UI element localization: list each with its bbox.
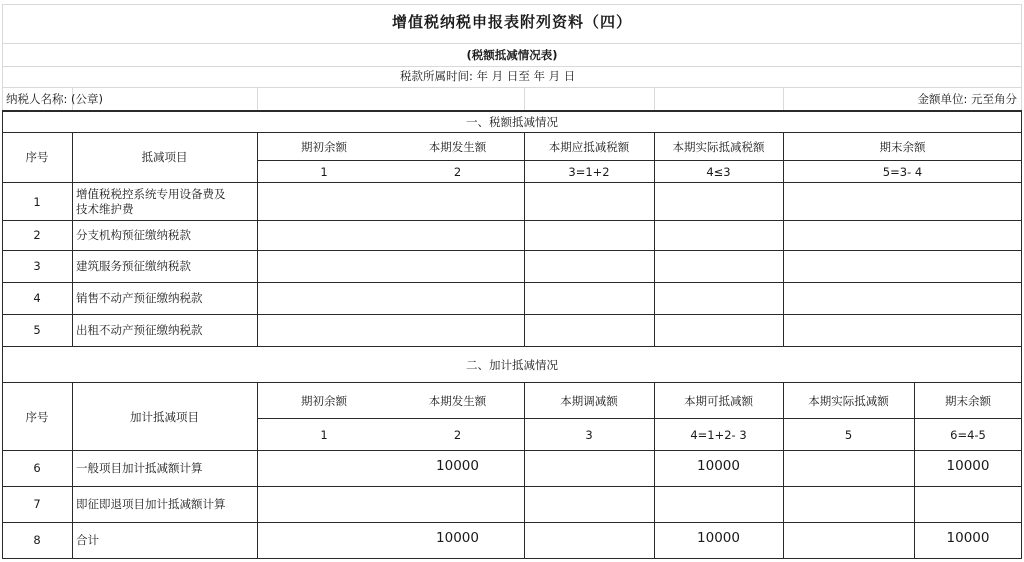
table-border [2,450,1022,451]
table-border [2,382,1022,383]
column-header: 本期发生额 [428,394,487,408]
amount-unit-label: 金额单位: 元至角分 [917,92,1017,106]
grid-line [2,66,1022,67]
row-item: 销售不动产预征缴纳税款 [76,291,203,305]
column-header-seq: 序号 [25,410,49,424]
column-header: 期初余额 [301,140,347,154]
row-item: 即征即退项目加计抵减额计算 [76,497,226,511]
cell-value: 10000 [436,530,479,546]
table-border [257,418,1022,419]
column-header: 本期应抵减税额 [548,140,630,154]
column-header: 期末余额 [879,140,926,154]
table-border [2,346,1022,347]
table-border [2,486,1022,487]
column-code: 4≤3 [706,165,731,179]
column-header: 本期调减额 [560,394,618,408]
grid-line [524,87,525,110]
grid-line [2,43,1022,44]
table-border [783,382,784,559]
cell-value: 10000 [436,458,479,474]
row-seq: 4 [33,291,41,305]
row-item: 增值税税控系统专用设备费及 [76,187,226,201]
column-code: 2 [453,165,462,179]
table-border [2,220,1022,221]
row-item: 分支机构预征缴纳税款 [76,228,191,242]
row-item: 一般项目加计抵减额计算 [76,461,203,475]
form-title: 增值税纳税申报表附列资料（四） [391,13,632,31]
column-header: 本期实际抵减额 [808,394,889,408]
column-code: 4=1+2- 3 [690,428,747,442]
column-code: 5=3- 4 [882,165,923,179]
column-code: 5 [844,428,853,442]
table-border [257,382,258,559]
column-header-item: 加计抵减项目 [130,410,199,424]
table-border [2,282,1022,283]
column-code: 3=1+2 [568,165,610,179]
column-header: 期初余额 [301,394,347,408]
form-subtitle: (税额抵减情况表) [466,48,558,62]
grid-line [257,87,258,110]
table-border [72,382,73,559]
grid-line [783,87,784,110]
grid-line [2,4,1022,5]
tax-period: 税款所属时间: 年 月 日至 年 月 日 [400,69,576,83]
cell-value: 10000 [946,458,990,474]
table-border [524,382,525,559]
column-code: 3 [585,428,593,442]
column-header: 本期发生额 [428,140,487,154]
column-header-seq: 序号 [25,150,49,164]
row-seq: 1 [33,195,41,209]
table-border [2,250,1022,251]
table-border [257,160,1022,161]
column-header: 期末余额 [945,394,991,408]
table-border [2,182,1022,183]
row-seq: 8 [33,533,41,547]
column-header: 本期可抵减额 [684,394,753,408]
column-code: 1 [320,428,328,442]
column-code: 2 [453,428,462,442]
column-header: 本期实际抵减税额 [672,140,765,154]
row-item: 建筑服务预征缴纳税款 [76,259,191,273]
row-item: 出租不动产预征缴纳税款 [76,323,203,337]
table-border [2,558,1022,559]
grid-line [654,87,655,110]
section-heading: 二、加计抵减情况 [466,358,558,372]
table-border [2,110,1022,112]
tax-deduction-form [2,4,1022,560]
row-seq: 2 [33,228,41,242]
row-item: 技术维护费 [76,202,134,216]
row-seq: 7 [33,497,41,511]
taxpayer-name-label: 纳税人名称: (公章) [6,92,104,106]
cell-value: 10000 [697,458,740,474]
column-code: 1 [320,165,328,179]
section-heading: 一、税额抵减情况 [466,115,558,129]
table-border [2,132,1022,133]
cell-value: 10000 [697,530,740,546]
row-item: 合计 [76,533,99,547]
cell-value: 10000 [946,530,990,546]
column-code: 6=4-5 [950,428,986,442]
column-header-item: 抵减项目 [141,150,188,164]
table-border [2,522,1022,523]
row-seq: 5 [33,323,41,337]
row-seq: 6 [33,461,41,475]
row-seq: 3 [33,259,41,273]
grid-line [2,87,1022,88]
table-border [72,132,73,346]
table-border [2,314,1022,315]
